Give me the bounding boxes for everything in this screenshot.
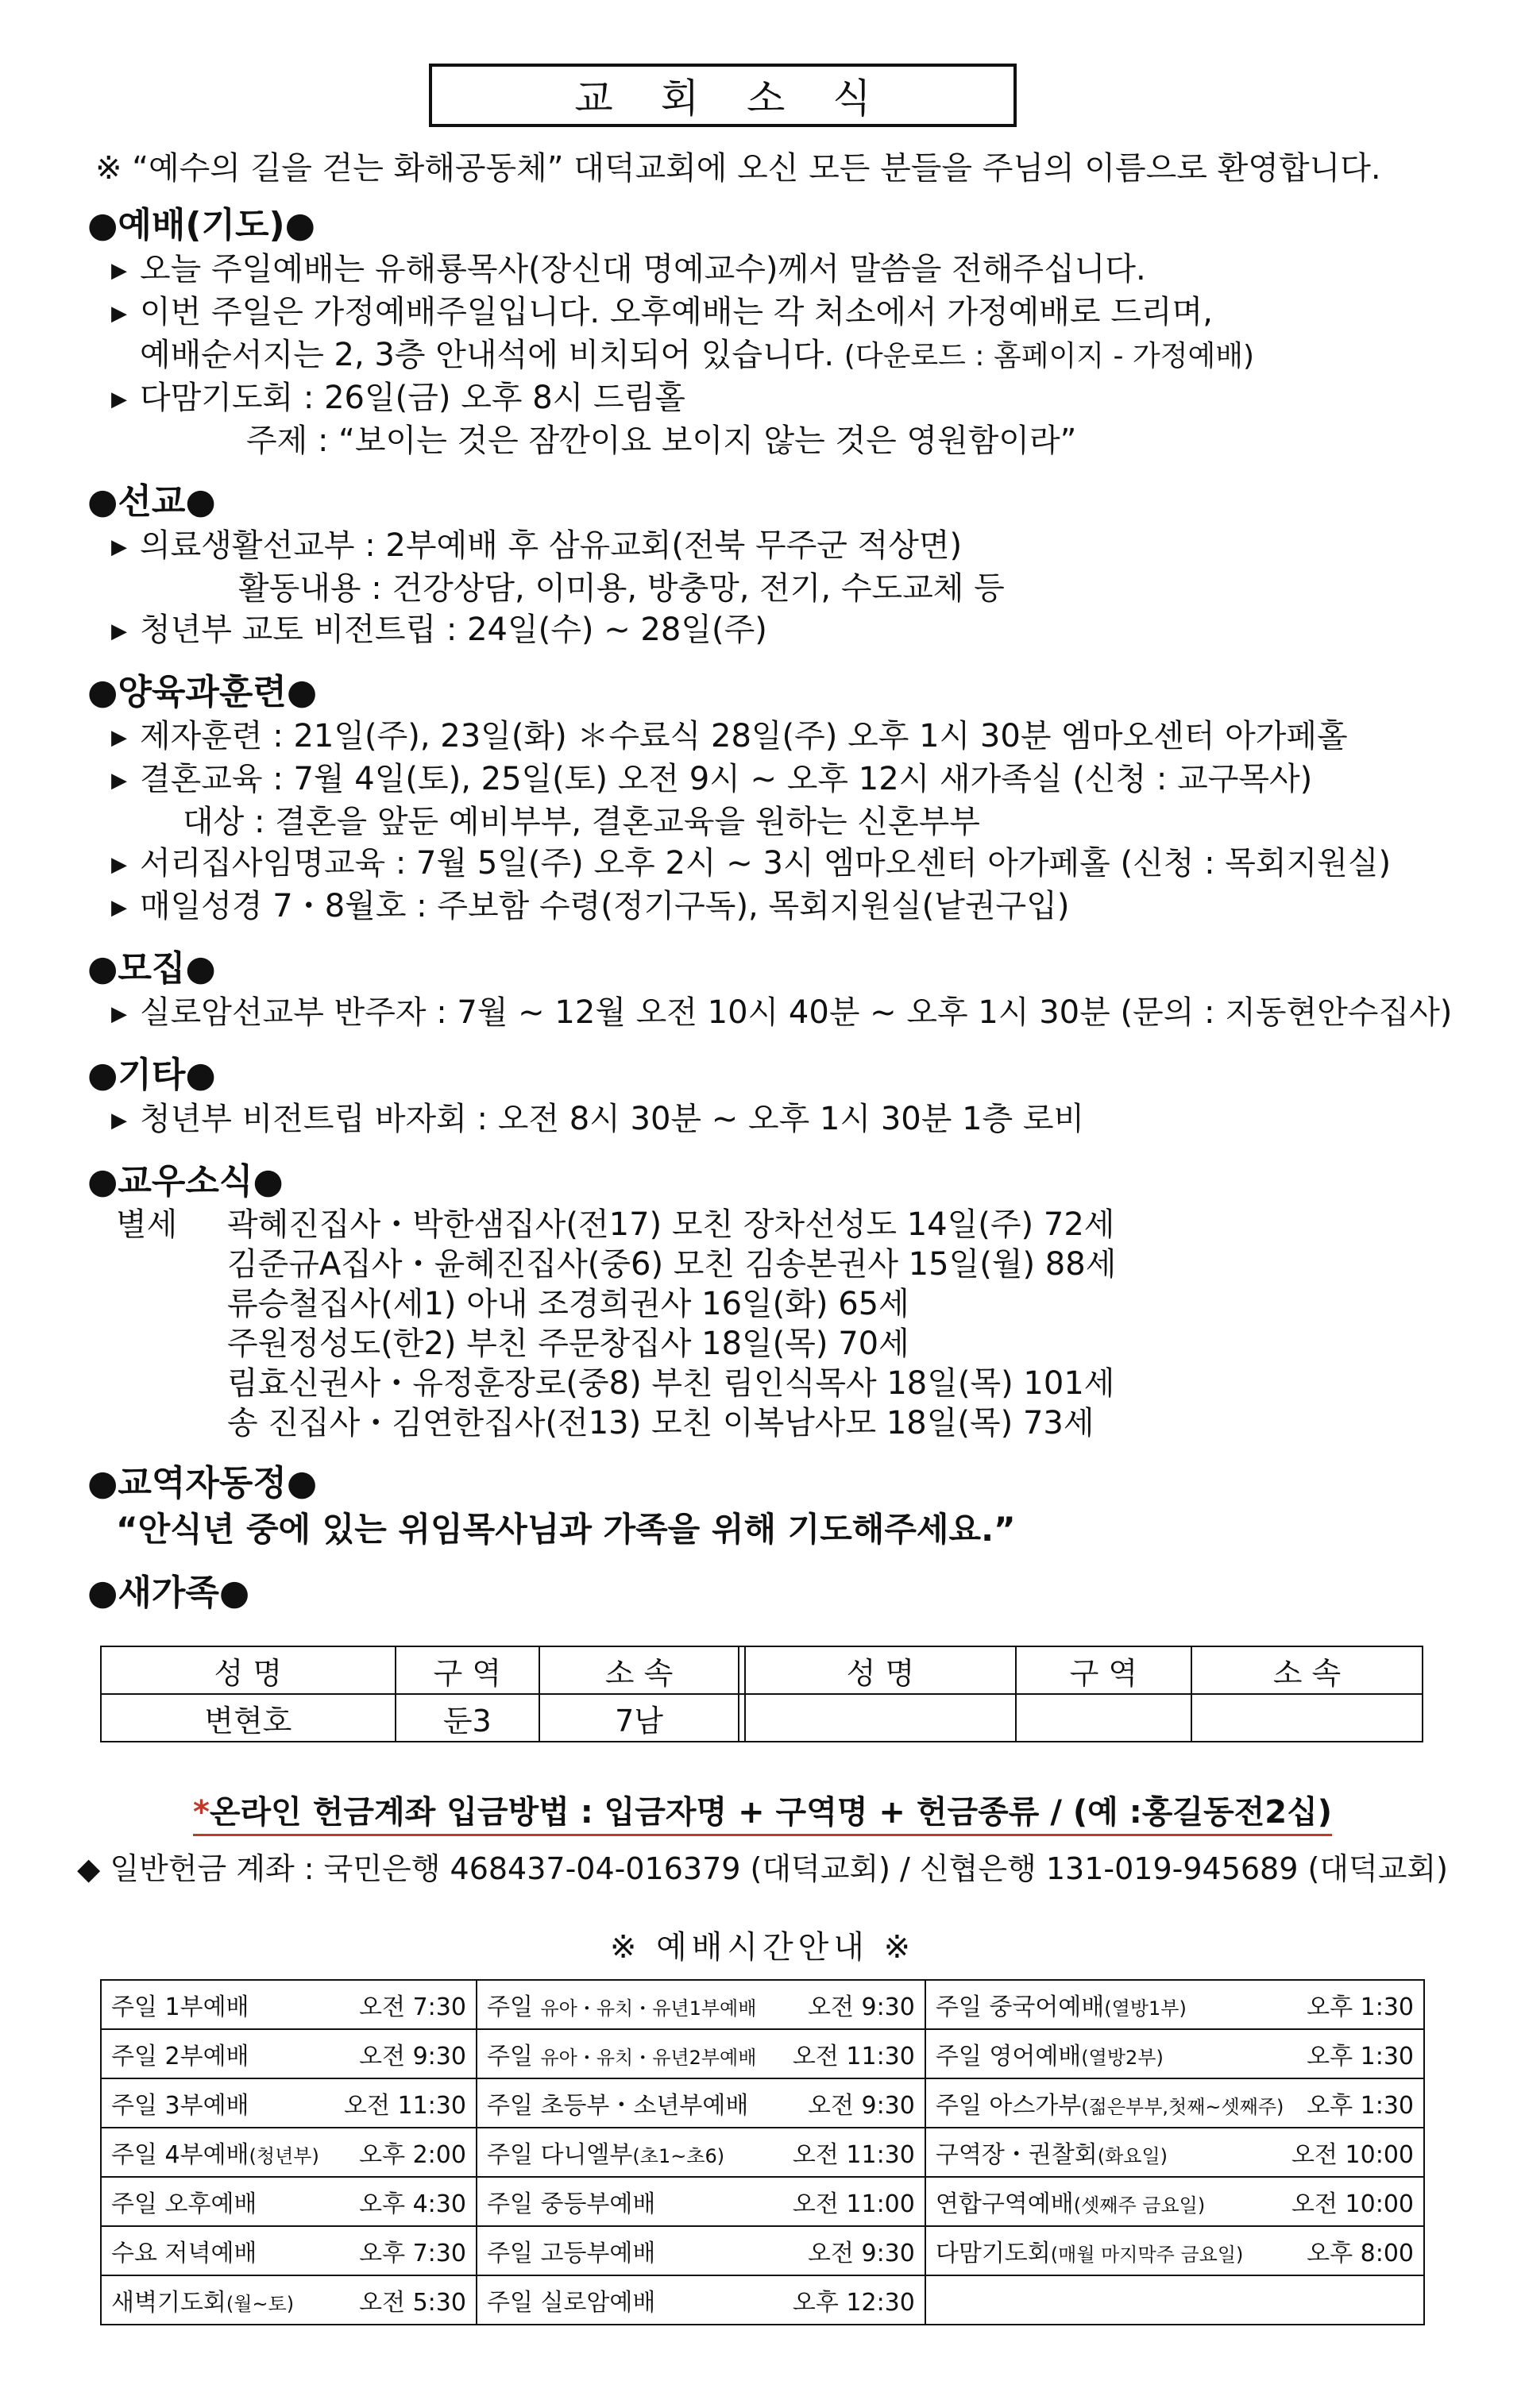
- service-name: 주일 중국어예배: [935, 1993, 1105, 2021]
- section-members-heading: ●교우소식●: [87, 1161, 284, 1202]
- worship-time-cell: [925, 2078, 1424, 2128]
- worship-time-cell: [101, 2275, 477, 2325]
- section-mission-heading: ●선교●: [87, 481, 216, 522]
- obituary-entry: 송 진집사・김연한집사(전13) 모친 이복남사모 18일(목) 73세: [227, 1405, 1095, 1441]
- online-offering-info: [0, 1787, 1525, 1836]
- triangle-bullet-icon: ▶: [111, 619, 127, 643]
- online-offering-text: 온라인 헌금계좌 입금방법 : 입금자명 + 구역명 + 헌금종류 /: [209, 1794, 1073, 1831]
- cell-affiliation: 7남: [539, 1694, 739, 1742]
- service-time: 오전 9:30: [807, 1993, 915, 2021]
- recruit-item-1: [87, 992, 1469, 1035]
- table-header-row: [101, 1646, 1423, 1694]
- worship-item-2: [87, 291, 1469, 334]
- worship-time-cell: [925, 2177, 1424, 2226]
- obituary-row: [87, 1284, 1469, 1324]
- prayer-request: “안식년 중에 있는 위임목사님과 가족을 위해 기도해주세요.”: [116, 1510, 1016, 1549]
- worship-time-cell: [925, 2226, 1424, 2275]
- worship-item-1: [87, 249, 1469, 291]
- cell-name: 변현호: [101, 1694, 396, 1742]
- obituary-row: [87, 1245, 1469, 1284]
- worship-time-cell: [477, 2078, 925, 2128]
- worship-time-cell: [101, 2177, 477, 2226]
- service-name: 주일 중등부예배: [486, 2190, 656, 2218]
- mission-line-2: 청년부 교토 비전트립 : 24일(수) ~ 28일(주): [140, 612, 767, 648]
- service-time: 오후 7:30: [359, 2240, 466, 2267]
- worship-item-3: [87, 377, 1469, 420]
- service-time: 오전 9:30: [359, 2043, 466, 2070]
- new-family-table: [100, 1646, 1423, 1742]
- worship-time-cell: [477, 2029, 925, 2078]
- worship-time-cell: [101, 2029, 477, 2078]
- triangle-bullet-icon: ▶: [111, 853, 127, 877]
- worship-time-cell: [101, 1980, 477, 2029]
- triangle-bullet-icon: ▶: [111, 302, 127, 326]
- obituary-entry: 곽혜진집사・박한샘집사(전17) 모친 장차선성도 14일(주) 72세: [227, 1206, 1115, 1243]
- obituary-entry: 류승철집사(세1) 아내 조경희권사 16일(화) 65세: [227, 1286, 909, 1322]
- bank-account-info: ◆ 일반헌금 계좌 : 국민은행 468437-04-016379 (대덕교회) / 신협은행 131-019-945689 (대덕교회): [77, 1851, 1448, 1886]
- section-worship-heading: ●예배(기도)●: [87, 205, 316, 245]
- service-time: 오후 1:30: [1307, 1993, 1414, 2021]
- service-name: 주일 고등부예배: [486, 2240, 656, 2267]
- worship-download-note: (다운로드 : 홈페이지 - 가정예배): [844, 340, 1255, 372]
- service-time: 오전 10:00: [1291, 2141, 1414, 2169]
- mission-activities: 활동내용 : 건강상담, 이미용, 방충망, 전기, 수도교체 등: [238, 570, 1005, 607]
- service-time: 오전 11:30: [792, 2043, 915, 2070]
- triangle-bullet-icon: ▶: [111, 1109, 127, 1133]
- worship-line-3: 다맘기도회 : 26일(금) 오후 8시 드림홀: [140, 380, 685, 416]
- service-time: 오후 8:00: [1307, 2240, 1414, 2267]
- obituary-row: [87, 1403, 1469, 1443]
- col-name: 성 명: [101, 1646, 396, 1694]
- worship-time-cell: [101, 2078, 477, 2128]
- obituary-row: [87, 1324, 1469, 1364]
- table-row: [101, 2128, 1424, 2177]
- page-title: 교회소식: [429, 64, 1017, 127]
- worship-time-cell: [477, 2177, 925, 2226]
- table-row: [101, 2275, 1424, 2325]
- table-row: [101, 2226, 1424, 2275]
- service-name: 주일: [486, 2043, 541, 2070]
- service-note: (화요일): [1097, 2145, 1168, 2167]
- worship-line-2b: 예배순서지는 2, 3층 안내석에 비치되어 있습니다.: [140, 337, 835, 373]
- worship-times-table: [100, 1979, 1425, 2325]
- worship-time-cell: [925, 1980, 1424, 2029]
- service-name: 주일 영어예배: [935, 2043, 1082, 2070]
- service-name: 구역장・권찰회: [935, 2141, 1098, 2169]
- service-note: 유아・유치・유년2부예배: [540, 2047, 757, 2069]
- etc-line-1: 청년부 비전트립 바자회 : 오전 8시 30분 ~ 오후 1시 30분 1층 로비: [140, 1101, 1085, 1137]
- service-time: 오전 9:30: [807, 2240, 915, 2267]
- col-district: 구 역: [396, 1646, 539, 1694]
- service-note: (셋째주 금요일): [1073, 2194, 1206, 2217]
- triangle-bullet-icon: ▶: [111, 535, 127, 559]
- section-pastor-heading: ●교역자동정●: [87, 1463, 318, 1503]
- obituary-row: [87, 1205, 1469, 1245]
- service-name: 주일 다니엘부: [486, 2141, 633, 2169]
- obituary-entry: 김준규A집사・윤혜진집사(중6) 모친 김송본권사 15일(월) 88세: [227, 1246, 1117, 1283]
- recruit-line-1: 실로암선교부 반주자 : 7월 ~ 12월 오전 10시 40분 ~ 오후 1시 30분 (문의 : 지동현안수집사): [140, 994, 1453, 1031]
- mission-line-1: 의료생활선교부 : 2부예배 후 삼유교회(전북 무주군 적상면): [140, 527, 963, 564]
- service-note: 유아・유치・유년1부예배: [540, 1997, 757, 2020]
- obituary-entry: 주원정성도(한2) 부친 주문창집사 18일(목) 70세: [227, 1326, 909, 1362]
- section-etc-heading: ●기타●: [87, 1055, 216, 1095]
- cell-name: [745, 1694, 1016, 1742]
- etc-item-1: [87, 1098, 1469, 1141]
- service-name: 주일 2부예배: [111, 2043, 249, 2070]
- mission-item-2: [87, 609, 1469, 652]
- service-time: 오전 11:30: [344, 2092, 466, 2120]
- training-line-3: 서리집사임명교육 : 7월 5일(주) 오후 2시 ~ 3시 엠마오센터 아가페홀 (신청 : 목회지원실): [140, 845, 1392, 882]
- worship-times-title: ※ 예배시간안내 ※: [609, 1929, 916, 1966]
- service-name: 주일 실로암예배: [486, 2289, 656, 2317]
- service-time: 오후 12:30: [792, 2289, 915, 2317]
- training-line-2: 결혼교육 : 7월 4일(토), 25일(토) 오전 9시 ~ 오후 12시 새가족실 (신청 : 교구목사): [140, 761, 1313, 797]
- triangle-bullet-icon: ▶: [111, 896, 127, 920]
- worship-time-cell: [101, 2226, 477, 2275]
- service-name: 주일: [486, 1993, 541, 2021]
- service-name: 새벽기도회: [111, 2289, 226, 2317]
- triangle-bullet-icon: ▶: [111, 259, 127, 283]
- service-note: (열방1부): [1104, 1997, 1187, 2020]
- training-item-4: [87, 886, 1469, 928]
- service-name: 주일 아스가부: [935, 2092, 1082, 2120]
- col-affiliation: 소 속: [1191, 1646, 1423, 1694]
- worship-time-cell: [477, 2226, 925, 2275]
- training-target: 대상 : 결혼을 앞둔 예비부부, 결혼교육을 원하는 신혼부부: [183, 804, 980, 840]
- obituary-row: [87, 1364, 1469, 1403]
- training-line-4: 매일성경 7・8월호 : 주보함 수령(정기구독), 목회지원실(낱권구입): [140, 888, 1070, 924]
- triangle-bullet-icon: ▶: [111, 726, 127, 750]
- section-training-heading: ●양육과훈련●: [87, 672, 318, 712]
- table-row: [101, 2177, 1424, 2226]
- service-note: (초1~초6): [632, 2145, 725, 2167]
- service-time: 오전 9:30: [807, 2092, 915, 2120]
- col-name: 성 명: [745, 1646, 1016, 1694]
- worship-time-cell: [477, 1980, 925, 2029]
- service-name: 주일 1부예배: [111, 1993, 249, 2021]
- service-name: 주일 초등부・소년부예배: [486, 2092, 749, 2120]
- worship-time-cell: [477, 2128, 925, 2177]
- training-item-2: [87, 758, 1469, 801]
- worship-time-cell: [925, 2128, 1424, 2177]
- worship-theme: 주제 : “보이는 것은 잠깐이요 보이지 않는 것은 영원함이라”: [246, 423, 1077, 459]
- asterisk: *: [192, 1794, 210, 1831]
- cell-affiliation: [1191, 1694, 1423, 1742]
- triangle-bullet-icon: ▶: [111, 769, 127, 793]
- col-district: 구 역: [1016, 1646, 1191, 1694]
- table-row: [101, 2078, 1424, 2128]
- service-name: 연합구역예배: [935, 2190, 1074, 2218]
- service-time: 오후 1:30: [1307, 2092, 1414, 2120]
- service-note: (열방2부): [1081, 2047, 1164, 2069]
- training-line-1: 제자훈련 : 21일(주), 23일(화) ＊수료식 28일(주) 오후 1시 30분 엠마오센터 아가페홀: [140, 718, 1348, 754]
- service-note: (매월 마지막주 금요일): [1050, 2244, 1244, 2266]
- service-name: 주일 3부예배: [111, 2092, 249, 2120]
- worship-item-2-cont: [87, 334, 1469, 377]
- service-time: 오전 11:30: [792, 2141, 915, 2169]
- service-name: 수요 저녁예배: [111, 2240, 257, 2267]
- obituary-label: 별세: [116, 1206, 178, 1243]
- service-note: (젊은부부,첫째~셋째주): [1081, 2096, 1284, 2118]
- service-time: 오전 7:30: [359, 1993, 466, 2021]
- triangle-bullet-icon: ▶: [111, 1002, 127, 1026]
- worship-time-cell: [101, 2128, 477, 2177]
- service-name: 주일 오후예배: [111, 2190, 257, 2218]
- service-time: 오전 11:00: [792, 2190, 915, 2218]
- service-time: 오전 10:00: [1291, 2190, 1414, 2218]
- training-item-1: [87, 716, 1469, 758]
- service-name: 다맘기도회: [935, 2240, 1051, 2267]
- triangle-bullet-icon: ▶: [111, 388, 127, 411]
- cell-district: [1016, 1694, 1191, 1742]
- service-note: (청년부): [249, 2145, 319, 2167]
- service-note: (월~토): [226, 2293, 295, 2315]
- col-affiliation: 소 속: [539, 1646, 739, 1694]
- table-row: [101, 1694, 1423, 1742]
- service-name: 주일 4부예배: [111, 2141, 249, 2169]
- service-time: 오후 4:30: [359, 2190, 466, 2218]
- cell-district: 둔3: [396, 1694, 539, 1742]
- service-time: 오후 1:30: [1307, 2043, 1414, 2070]
- welcome-message: ※ “예수의 길을 걷는 화해공동체” 대덕교회에 오신 모든 분들을 주님의 이름으로 환영합니다.: [95, 150, 1381, 187]
- mission-item-1: [87, 525, 1469, 568]
- section-recruit-heading: ●모집●: [87, 948, 216, 989]
- service-time: 오전 5:30: [359, 2289, 466, 2317]
- worship-time-cell: [925, 2029, 1424, 2078]
- table-row: [101, 1980, 1424, 2029]
- training-item-3: [87, 843, 1469, 886]
- service-time: 오후 2:00: [359, 2141, 466, 2169]
- table-row: [101, 2029, 1424, 2078]
- news-content: [87, 203, 1469, 1616]
- worship-time-cell: [925, 2275, 1424, 2325]
- worship-line-2: 이번 주일은 가정예배주일입니다. 오후예배는 각 처소에서 가정예배로 드리며,: [140, 294, 1213, 330]
- worship-time-cell: [477, 2275, 925, 2325]
- section-newfamily-heading: ●새가족●: [87, 1573, 250, 1613]
- obituary-entry: 림효신권사・유정훈장로(중8) 부친 림인식목사 18일(목) 101세: [227, 1365, 1115, 1402]
- online-offering-example: (예 :홍길동전2십): [1072, 1794, 1333, 1831]
- worship-line-1: 오늘 주일예배는 유해룡목사(장신대 명예교수)께서 말씀을 전해주십니다.: [140, 251, 1146, 287]
